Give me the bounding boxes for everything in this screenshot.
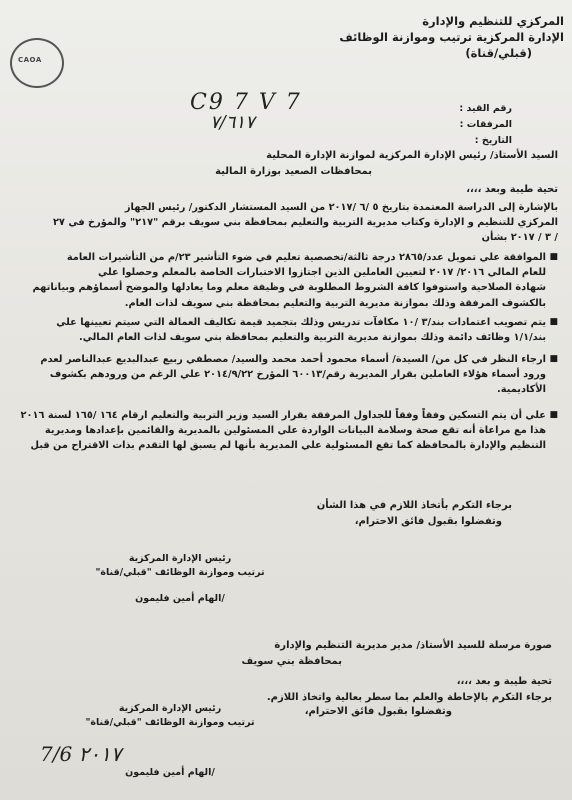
addressee-line-2: بمحافظات الصعيد بوزارة المالية [215,166,372,177]
item-line: شهادة الصلاحية واستوفوا كافة الشروط المطلوبة في وظيفة معلم وما يعادلها والموضح أسماؤهم وبياناتهم [32,282,546,294]
handwritten-ref-sub: ٧/٦١٧ [210,112,255,133]
list-item [18,408,558,454]
signature-title: رئيس الإدارة المركزية [118,703,222,714]
signature-block-2 [60,702,280,780]
closing-line: برجاء التكرم بأتخاذ اللازم في هذا الشأن [316,500,512,511]
bullet-icon: ■ [549,317,558,327]
signature-title: ترتيب وموازنة الوظائف "قبلي/قناة" [85,717,255,728]
item-line: بالكشوف المرفقة وذلك بموازنة مديرية التربية والتعليم بمحافظة بني سويف لذات العام. [124,297,546,309]
header-region-line: (قبلي/قناة) [465,46,532,60]
addressee-line: السيد الأستاذ/ رئيس الإدارة المركزية لموازنة الإدارة المحلية [266,150,558,161]
copy-greeting: تحية طيبة و بعد ،،،، [456,676,552,687]
date-label: التاريخ : [474,135,512,146]
item-line: هذا مع مراعاة أنه تقع صحة وسلامة البيانات الواردة علي المسئولين بالمديرية والقائمين بإعدادها ومديرية [44,425,546,437]
list-item [18,250,558,311]
attachments-label: المرفقات : [459,119,512,130]
copy-body-line: وتفضلوا بقبول فائق الاحترام، [304,706,452,717]
intro-line: / ٣ / ٢٠١٧ بشأن [481,232,558,244]
intro-line: بالإشارة إلى الدراسة المعتمدة بتاريخ ٥ /٦ /٢٠١٧ من السيد المستشار الدكتور/ رئيس الجهاز [124,202,558,213]
closing-line: وتفضلوا بقبول فائق الاحترام، [354,516,502,527]
list-item [18,352,558,398]
signature-name: /الهام أمين فليمون [135,593,225,604]
item-line: الموافقة علي تمويل عدد/٢٨٦٥ درجة ثالثة/تخصصية تعليم في ضوء التأشير ٢٣/م من التأشيرات العامة [66,252,546,263]
copy-to-line: صورة مرسلة للسيد الأستاذ/ مدير مديرية التنظيم والإدارة [274,640,552,651]
bullet-icon: ■ [549,354,558,364]
item-line: التنظيم والإدارة بالمحافظة كما تقع المسئولية علي المديرية بأنها لم يسبق لها التقدم بذات الاقتراح من قبل [30,440,546,452]
intro-paragraph [18,200,558,246]
item-line: للعام المالي ٢٠١٦/ ٢٠١٧ لتعيين العاملين الذين اجتازوا الاختبارات الخاصة بالمعلم وحصلوا علي [98,267,546,279]
item-line: ورود أسماء هؤلاء العاملين بقرار المديرية رقم/٦٠٠١٣ المؤرخ ٢٠١٤/٩/٢٢ علي الرغم من ورودهم بكشوف [49,369,546,381]
header-dept-line: الإدارة المركزية ترتيب وموازنة الوظائف [339,30,564,44]
handwritten-ref-number: C9 7 V 7 [190,90,302,115]
signature-block [60,552,300,606]
signature-title: رئيس الإدارة المركزية [128,553,232,564]
item-line: بند/١/١ وظائف دائمة وذلك بموازنة مديرية التربية والتعليم بمحافظة بني سويف لذات العام المالي. [78,332,546,344]
item-line: علي أن يتم التسكين وفقاً وفقاً للجداول المرفقة بقرار السيد وزير التربية والتعليم ارقام ١٦٤ /١٦٥ لسنة ٢٠١٦ [20,410,546,421]
seal-icon [10,38,64,88]
list-item [18,315,558,345]
item-line: يتم تصويب اعتمادات بند/٣ /١٠ مكافآت تدريس وذلك بتجميد قيمة تكاليف العمالة التي سيتم تعيينها علي [56,317,546,328]
handwritten-date: 7/6 ٢٠١٧ [40,742,122,766]
greeting: تحية طيبة وبعد ،،،، [466,184,558,195]
item-line: ارجاء النظر في كل من/ السيدة/ أسماء محمود أحمد محمد والسيد/ مصطفي ربيع عبدالبديع عبدالناصر لعدم [40,354,546,365]
bullet-icon: ■ [549,410,558,420]
bullet-icon: ■ [549,252,558,262]
copy-to-line-2: بمحافظة بني سويف [241,656,342,667]
header-org-line: المركزي للتنظيم والإدارة [422,14,564,28]
item-line: الأكاديمية. [497,384,546,396]
intro-line: المركزي للتنظيم و الإدارة وكتاب مديرية التربية والتعليم بمحافظة بني سويف برقم "٢١٧" والمؤرخ في ٢٧ [52,217,558,229]
ref-label: رقم القيد : [459,103,512,114]
copy-body-line: برجاء التكرم بالإحاطة والعلم بما سطر بعالية واتخاذ اللازم. [266,692,552,703]
signature-name: /الهام أمين فليمون [125,767,215,778]
logo-text: CAOA [18,56,42,64]
signature-title: ترتيب وموازنة الوظائف "قبلي/قناة" [95,567,265,578]
